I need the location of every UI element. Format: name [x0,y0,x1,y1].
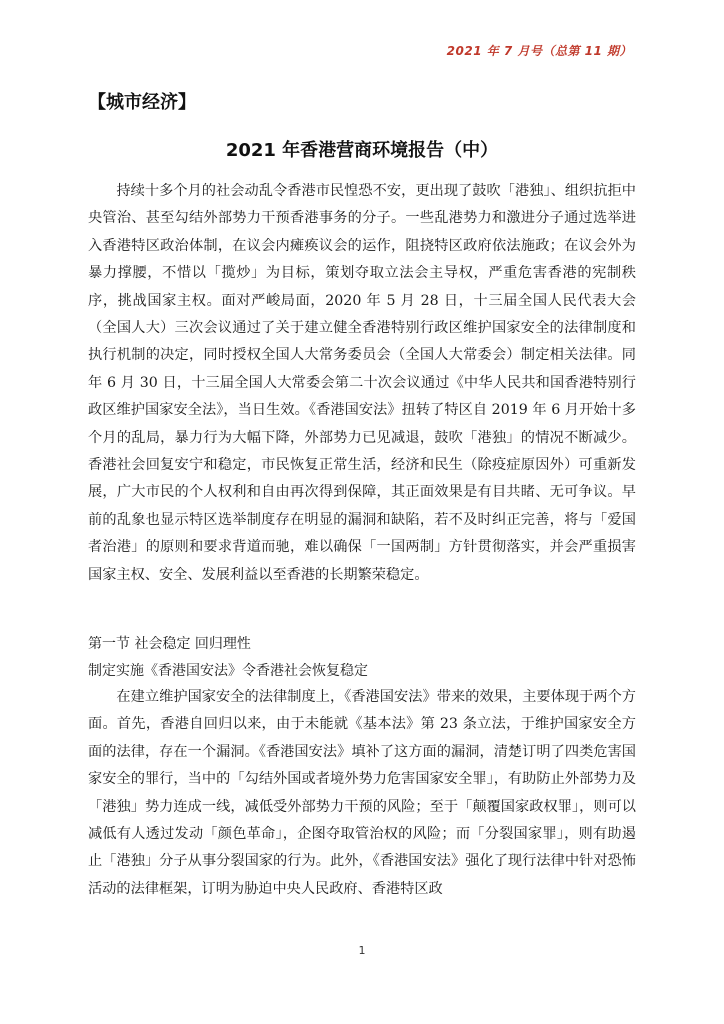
page-number: 1 [358,944,366,957]
body-paragraph: 在建立维护国家安全的法律制度上，《香港国安法》带来的效果，主要体现于两个方面。首先，香港自回归以来，由于未能就《基本法》第 23 条立法，于维护国家安全方面的法律，存在一个漏洞。《香港国安法》填补了这方面的漏洞，清楚订明了四类危害国家安全的罪行，当中的「勾结外国或者境外势力危害国家安全罪」，有助防止外部势力及「港独」势力连成一线，减低受外部势力干预的风险；至于「颠覆国家政权罪」，则可以减低有人透过发动「颜色革命」，企图夺取管治权的风险；而「分裂国家罪」，则有助遏止「港独」分子从事分裂国家的行为。此外，《香港国安法》强化了现行法律中针对恐怖活动的法律框架，订明为胁迫中央人民政府、香港特区政 [88,689,636,897]
report-title: 2021 年香港营商环境报告（中） [225,140,499,161]
category-heading: 【城市经济】 [88,92,196,113]
section-heading: 第一节 社会稳定 回归理性 [88,636,251,652]
issue-label: 2021 年 7 月号（总第 11 期） [446,44,632,58]
body-paragraph: 持续十多个月的社会动乱令香港市民惶恐不安，更出现了鼓吹「港独」、组织抗拒中央管治、甚至勾结外部势力干预香港事务的分子。一些乱港势力和激进分子通过选举进入香港特区政治体制，在议会内瘫痪议会的运作，阻挠特区政府依法施政；在议会外为暴力撑腰，不惜以「揽炒」为目标，策划夺取立法会主导权，严重危害香港的宪制秩序，挑战国家主权。面对严峻局面，2020 年 5 月 28 日，十三届全国人民代表大会（全国人大）三次会议通过了关于建立健全香港特别行政区维护国家安全的法律制度和执行机制的决定，同时授权全国人大常务委员会（全国人大常委会）制定相关法律。同年 6 月 30 日，十三届全国人大常委会第二十次会议通过《中华人民共和国香港特别行政区维护国家安全法》，当日生效。《香港国安法》扭转了特区自 2019 年 6 月开始十多个月的乱局，暴力行为大幅下降，外部势力已见减退，鼓吹「港独」的情况不断减少。香港社会回复安宁和稳定，市民恢复正常生活，经济和民生（除疫症原因外）可重新发展，广大市民的个人权利和自由再次得到保障，其正面效果是有目共睹、无可争议。早前的乱象也显示特区选举制度存在明显的漏洞和缺陷，若不及时纠正完善，将与「爱国者治港」的原则和要求背道而驰，难以确保「一国两制」方针贯彻落实，并会严重损害国家主权、安全、发展利益以至香港的长期繁荣稳定。 [88,183,636,583]
section-subheading: 制定实施《香港国安法》令香港社会恢复稳定 [88,663,368,679]
